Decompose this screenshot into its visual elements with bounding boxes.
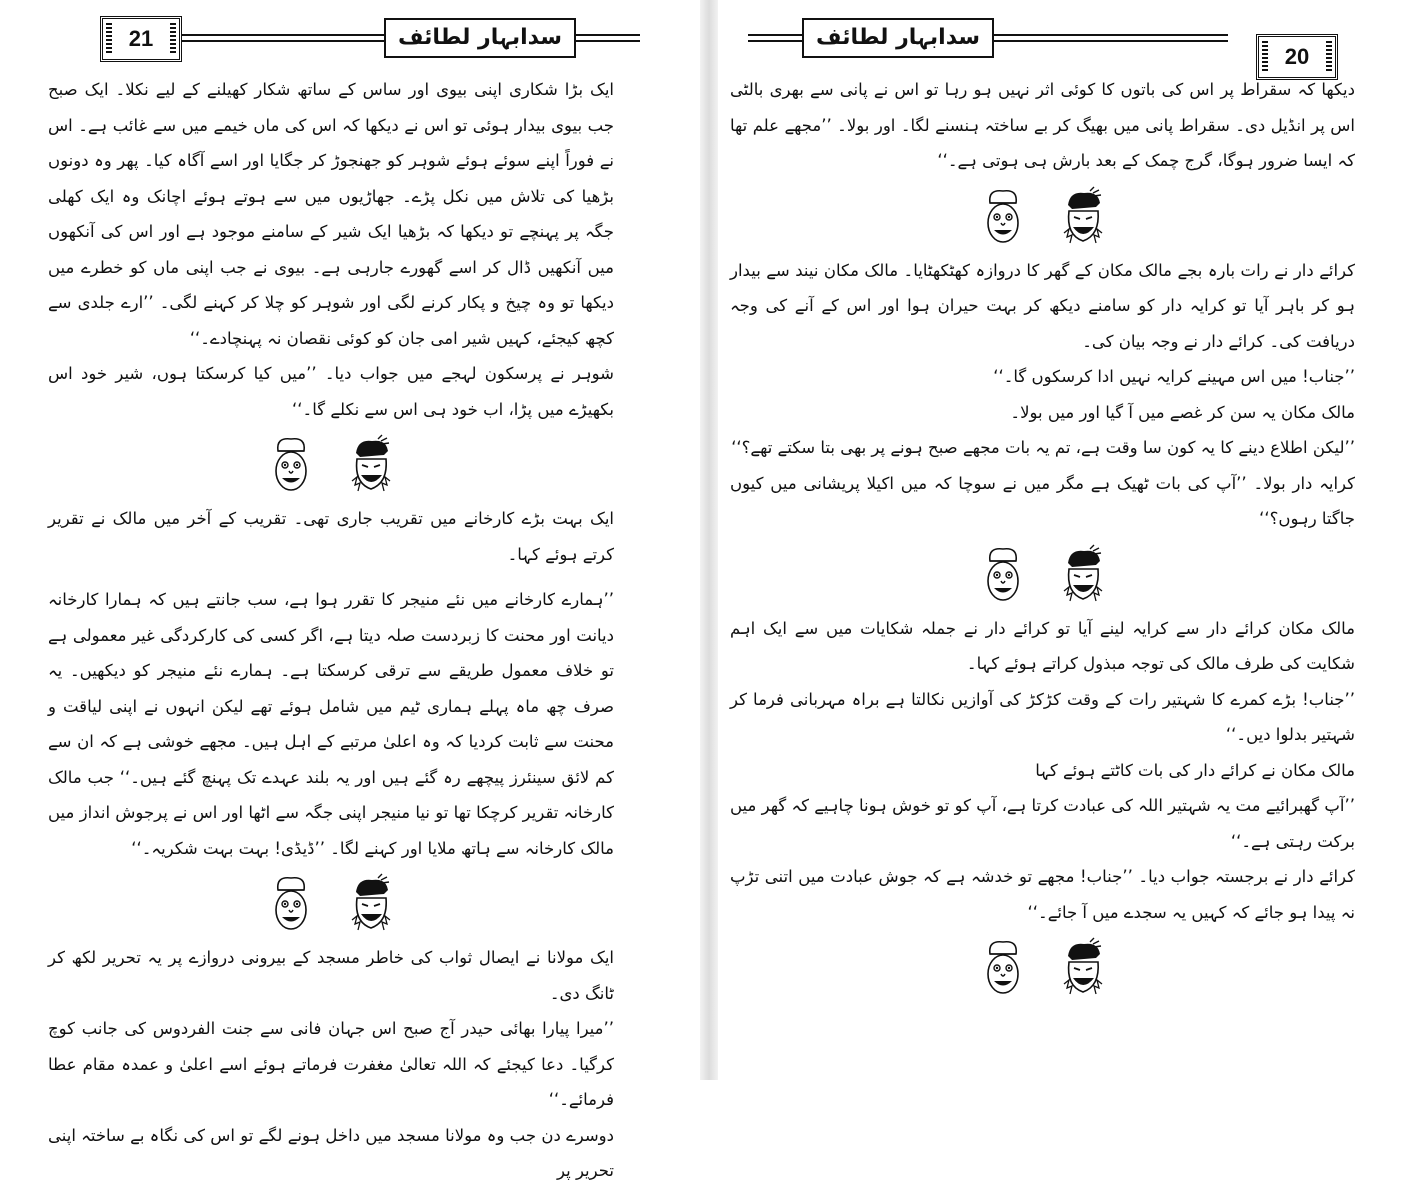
- paragraph: ایک بہت بڑے کارخانے میں تقریب جاری تھی۔ تقریب کے آخر میں مالک نے تقریر کرتے ہوئے کہا۔: [48, 509, 614, 564]
- paragraph: مالک مکان یہ سن کر غصے میں آ گیا اور میں بولا۔: [1010, 402, 1355, 422]
- paragraph: ’’جناب! بڑے کمرے کا شہتیر رات کے وقت کڑکڑ کی آوازیں نکالتا ہے براہ مہربانی فرما کر شہتیر بدلوا دیں۔‘‘: [730, 689, 1355, 744]
- paragraph: ’’آپ گھبرائیے مت یہ شہتیر اللہ کی عبادت کرتا ہے، آپ کو تو خوش ہونا چاہیے کہ گھر میں برکت رہتی ہے۔‘‘: [730, 796, 1355, 851]
- paragraph: شوہر نے پرسکون لہجے میں جواب دیا۔ ’’میں کیا کرسکتا ہوں، شیر خود اس بکھیڑے میں پڑا، اب خود ہی اس سے نکلے گا۔‘‘: [48, 364, 614, 419]
- joke-divider: [48, 427, 614, 501]
- paragraph: دوسرے دن جب وہ مولانا مسجد میں داخل ہونے لگے تو اس کی نگاہ بے ساختہ اپنی تحریر پر: [48, 1125, 614, 1180]
- header-title: سدابہار لطائف: [384, 18, 576, 58]
- page-header: [748, 12, 1338, 72]
- laughing-face-icon: [1060, 185, 1106, 247]
- paragraph: دیکھا کہ سقراط پر اس کی باتوں کا کوئی اثر نہیں ہو رہا تو اس نے پانی سے بھری بالٹی اس پر انڈیل دی۔ سقراط پانی میں بھیگ کر بے ساختہ ہنسنے لگا۔ اور بولا۔ ’’مجھے علم تھا کہ ایسا ضرور ہوگا، گرج چمک کے بعد بارش ہی ہوتی ہے۔‘‘: [730, 80, 1355, 170]
- paragraph: ایک مولانا نے ایصال ثواب کی خاطر مسجد کے بیرونی دروازے پر یہ تحریر لکھ کر ٹانگ دی۔: [48, 948, 614, 1003]
- page-body: [48, 72, 614, 1189]
- paragraph: ’’لیکن اطلاع دینے کا یہ کون سا وقت ہے، تم یہ بات مجھے صبح ہونے پر بھی بتا سکتے تھے؟‘‘: [731, 438, 1355, 457]
- smiling-chef-face-icon: [268, 433, 314, 495]
- paragraph: ’’میرا پیارا بھائی حیدر آج صبح اس جہان فانی سے جنت الفردوس کی جانب کوچ کرگیا۔ دعا کیجئے کہ اللہ تعالیٰ مغفرت فرماتے ہوئے اسے اعلیٰ و عمدہ مقام عطا فرمائے۔‘‘: [48, 1019, 614, 1109]
- paragraph: مالک مکان نے کرائے دار کی بات کاٹتے ہوئے کہا: [1035, 760, 1355, 780]
- paragraph: ایک بڑا شکاری اپنی بیوی اور ساس کے ساتھ شکار کھیلنے کے لیے نکلا۔ ایک صبح جب بیوی بیدار ہوئی تو اس نے دیکھا کہ اس کی ماں خیمے میں سے غائب ہے۔ اس نے فوراً اپنے سوئے ہوئے شوہر کو جھنجوڑ کر جگایا اور اسے آگاہ کیا۔ پھر وہ دونوں بڑھیا کی تلاش میں نکل پڑے۔ جھاڑیوں میں سے ہوتے ہوئے اچانک وہ ایک کھلی جگہ پر پہنچے تو دیکھا کہ بڑھیا ایک شیر کے سامنے موجود ہے اور اس کی آنکھوں میں آنکھیں ڈال کر اسے گھورے جارہی ہے۔ بیوی نے جب اپنی ماں کو خطرے میں دیکھا تو وہ چیخ و پکار کرنے لگی اور شوہر کو چلا کر کہنے لگی۔ ’’ارے جلدی سے کچھ کیجئے، کہیں شیر امی جان کو کوئی نقصان نہ پہنچادے۔‘‘: [48, 80, 614, 348]
- page-body: [730, 72, 1355, 1004]
- paragraph: ’’ہمارے کارخانے میں نئے منیجر کا تقرر ہوا ہے، سب جانتے ہیں کہ ہمارا کارخانہ دیانت اور محنت کا زبردست صلہ دیتا ہے، اگر کسی کی کارکردگی غیر معمولی ہے تو خلاف معمول طریقے سے ترقی کرسکتا ہے۔ ہمارے نئے منیجر کو دیکھیں۔ یہ صرف چھ ماہ پہلے ہماری ٹیم میں شامل ہوئے تھے لیکن انہوں نے اپنی لیاقت و محنت سے ثابت کردیا کہ وہ اعلیٰ مرتبے کے اہل ہیں۔ مجھے خوشی ہے کہ ان سے کم لائق سینئرز پیچھے رہ گئے ہیں اور یہ بلند عہدے تک پہنچ گئے ہیں۔‘‘ جب مالک کارخانہ تقریر کرچکا تھا تو نیا منیجر اپنی جگہ سے اٹھا اور اس نے پرجوش انداز میں مالک کارخانہ سے ہاتھ ملایا اور کہنے لگا۔ ’’ڈیڈی! بہت بہت شکریہ۔‘‘: [48, 590, 614, 858]
- smiling-chef-face-icon: [268, 872, 314, 934]
- paragraph: ’’جناب! میں اس مہینے کرایہ نہیں ادا کرسکوں گا۔‘‘: [993, 367, 1355, 386]
- joke-divider: [48, 866, 614, 940]
- joke-divider: [730, 930, 1355, 1004]
- paragraph: کرائے دار نے برجستہ جواب دیا۔ ’’جناب! مجھے تو خدشہ ہے کہ جوش عبادت میں اتنی تڑپ نہ پیدا ہو جائے کہ کہیں یہ سجدے میں آ جائے۔‘‘: [730, 867, 1355, 922]
- page-number: 20: [1256, 34, 1338, 80]
- page-number: 21: [100, 16, 182, 62]
- joke-divider: [730, 537, 1355, 611]
- paragraph: کرائے دار نے رات بارہ بجے مالک مکان کے گھر کا دروازہ کھٹکھٹایا۔ مالک مکان نیند سے بیدار ہو کر باہر آیا تو کرایہ دار کو سامنے دیکھ کر بہت حیران ہوا اور اس کے آنے کی وجہ دریافت کی۔ کرائے دار نے وجہ بیان کی۔: [730, 260, 1355, 351]
- page-header: [50, 12, 640, 72]
- paragraph: مالک مکان کرائے دار سے کرایہ لینے آیا تو کرائے دار نے جملہ شکایات میں سے ایک اہم شکایت کی طرف مالک کی توجہ مبذول کراتے ہوئے کہا۔: [730, 618, 1355, 673]
- header-title: سدابہار لطائف: [802, 18, 994, 58]
- joke-divider: [730, 179, 1355, 253]
- smiling-chef-face-icon: [980, 185, 1026, 247]
- smiling-chef-face-icon: [980, 936, 1026, 998]
- smiling-chef-face-icon: [980, 543, 1026, 605]
- page-20: [718, 0, 1418, 1080]
- laughing-face-icon: [348, 433, 394, 495]
- laughing-face-icon: [348, 872, 394, 934]
- paragraph: کرایہ دار بولا۔ ’’آپ کی بات ٹھیک ہے مگر میں نے سوچا کہ میں اکیلا پریشانی میں کیوں جاگتا رہوں؟‘‘: [730, 473, 1355, 528]
- book-gutter: [700, 0, 718, 1080]
- laughing-face-icon: [1060, 936, 1106, 998]
- page-21: [0, 0, 700, 1180]
- laughing-face-icon: [1060, 543, 1106, 605]
